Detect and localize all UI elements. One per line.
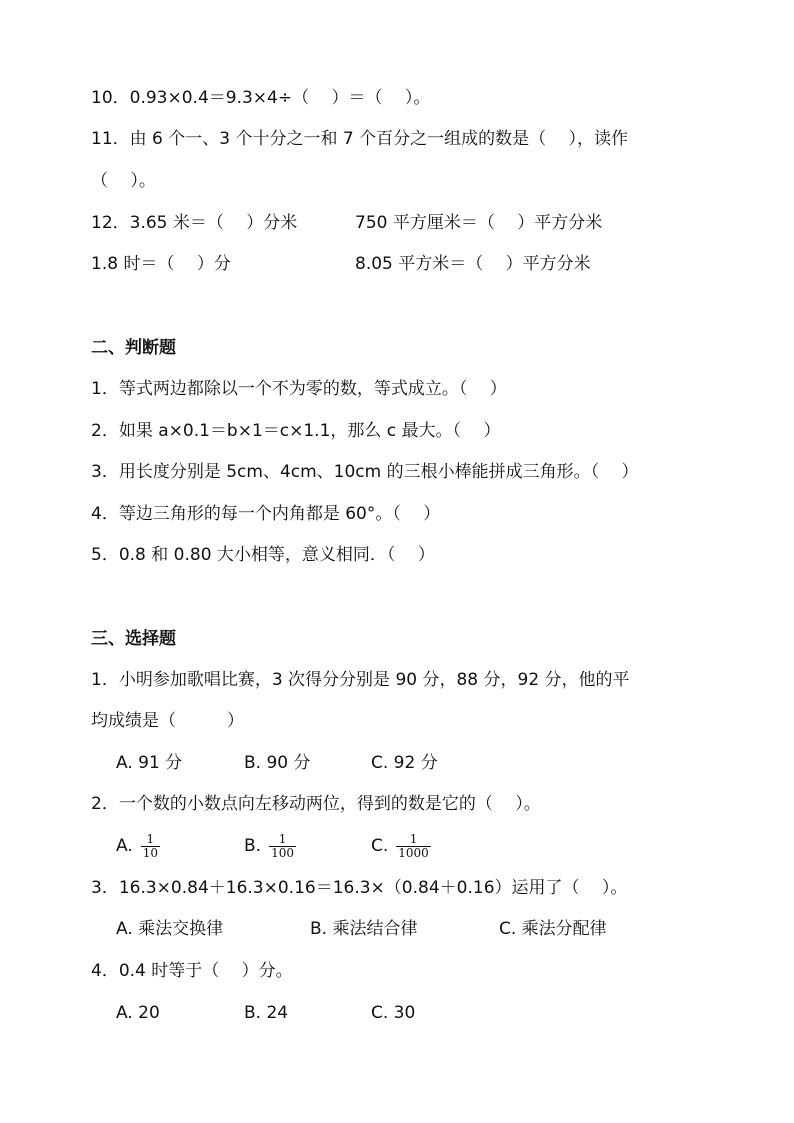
- question-10: 10．0.93×0.4＝9.3×4÷（ ）＝（ ）。: [91, 88, 431, 108]
- question-11-line-1: 11．由 6 个一、3 个十分之一和 7 个百分之一组成的数是（ ），读作: [91, 129, 629, 149]
- fraction-numerator: 1: [278, 831, 287, 846]
- choice-q2-option-c: [371, 828, 431, 864]
- choice-q4-option-b: B. 24: [244, 1003, 289, 1023]
- choice-q1-line-2: 均成绩是（ ）: [91, 711, 244, 731]
- choice-q3-option-a: A. 乘法交换律: [116, 919, 224, 939]
- choice-q2-option-b: [244, 828, 296, 864]
- choice-q4-option-a: A. 20: [116, 1003, 160, 1023]
- judgment-heading: 二、判断题: [91, 338, 176, 358]
- option-label: B.: [244, 836, 262, 856]
- choice-q3: 3．16.3×0.84＋16.3×0.16＝16.3×（0.84＋0.16）运用了（ ）。: [91, 878, 628, 898]
- option-label: C.: [371, 836, 389, 856]
- fraction-numerator: 1: [409, 831, 418, 846]
- choice-q4-option-c: C. 30: [371, 1003, 416, 1023]
- choice-q1-option-a: A. 91 分: [116, 753, 183, 773]
- choice-q3-option-b: B. 乘法结合律: [310, 919, 418, 939]
- choice-q4: 4．0.4 时等于（ ）分。: [91, 961, 293, 981]
- choice-q1-line-1: 1．小明参加歌唱比赛，3 次得分分别是 90 分，88 分，92 分，他的平: [91, 670, 630, 690]
- fraction: [269, 833, 296, 860]
- choice-heading: 三、选择题: [91, 629, 176, 649]
- fraction: [141, 833, 160, 860]
- judgment-item-2: 2．如果 a×0.1＝b×1＝c×1.1，那么 c 最大。（ ）: [91, 421, 501, 441]
- choice-q2-option-a: [116, 828, 160, 864]
- question-12-c: 1.8 时＝（ ）分: [91, 254, 231, 274]
- judgment-item-4: 4．等边三角形的每一个内角都是 60°。（ ）: [91, 504, 441, 524]
- judgment-item-5: 5．0.8 和 0.80 大小相等，意义相同．（ ）: [91, 545, 435, 565]
- choice-q3-option-c: C. 乘法分配律: [499, 919, 607, 939]
- fraction-denominator: 1000: [398, 845, 429, 860]
- judgment-item-1: 1．等式两边都除以一个不为零的数，等式成立。（ ）: [91, 379, 507, 399]
- judgment-item-3: 3．用长度分别是 5cm、4cm、10cm 的三根小棒能拼成三角形。（ ）: [91, 462, 639, 482]
- question-12-d: 8.05 平方米＝（ ）平方分米: [355, 254, 591, 274]
- fraction-numerator: 1: [146, 831, 155, 846]
- question-11-line-2: （ ）。: [91, 171, 156, 191]
- choice-q1-option-c: C. 92 分: [371, 753, 438, 773]
- fraction-denominator: 100: [271, 845, 294, 860]
- choice-q1-option-b: B. 90 分: [244, 753, 311, 773]
- question-12-b: 750 平方厘米＝（ ）平方分米: [355, 213, 603, 233]
- fraction-denominator: 10: [142, 845, 159, 860]
- option-label: A.: [116, 836, 133, 856]
- question-12-a: 12．3.65 米＝（ ）分米: [91, 213, 298, 233]
- choice-q2: 2．一个数的小数点向左移动两位，得到的数是它的（ ）。: [91, 794, 541, 814]
- fraction: [396, 833, 431, 860]
